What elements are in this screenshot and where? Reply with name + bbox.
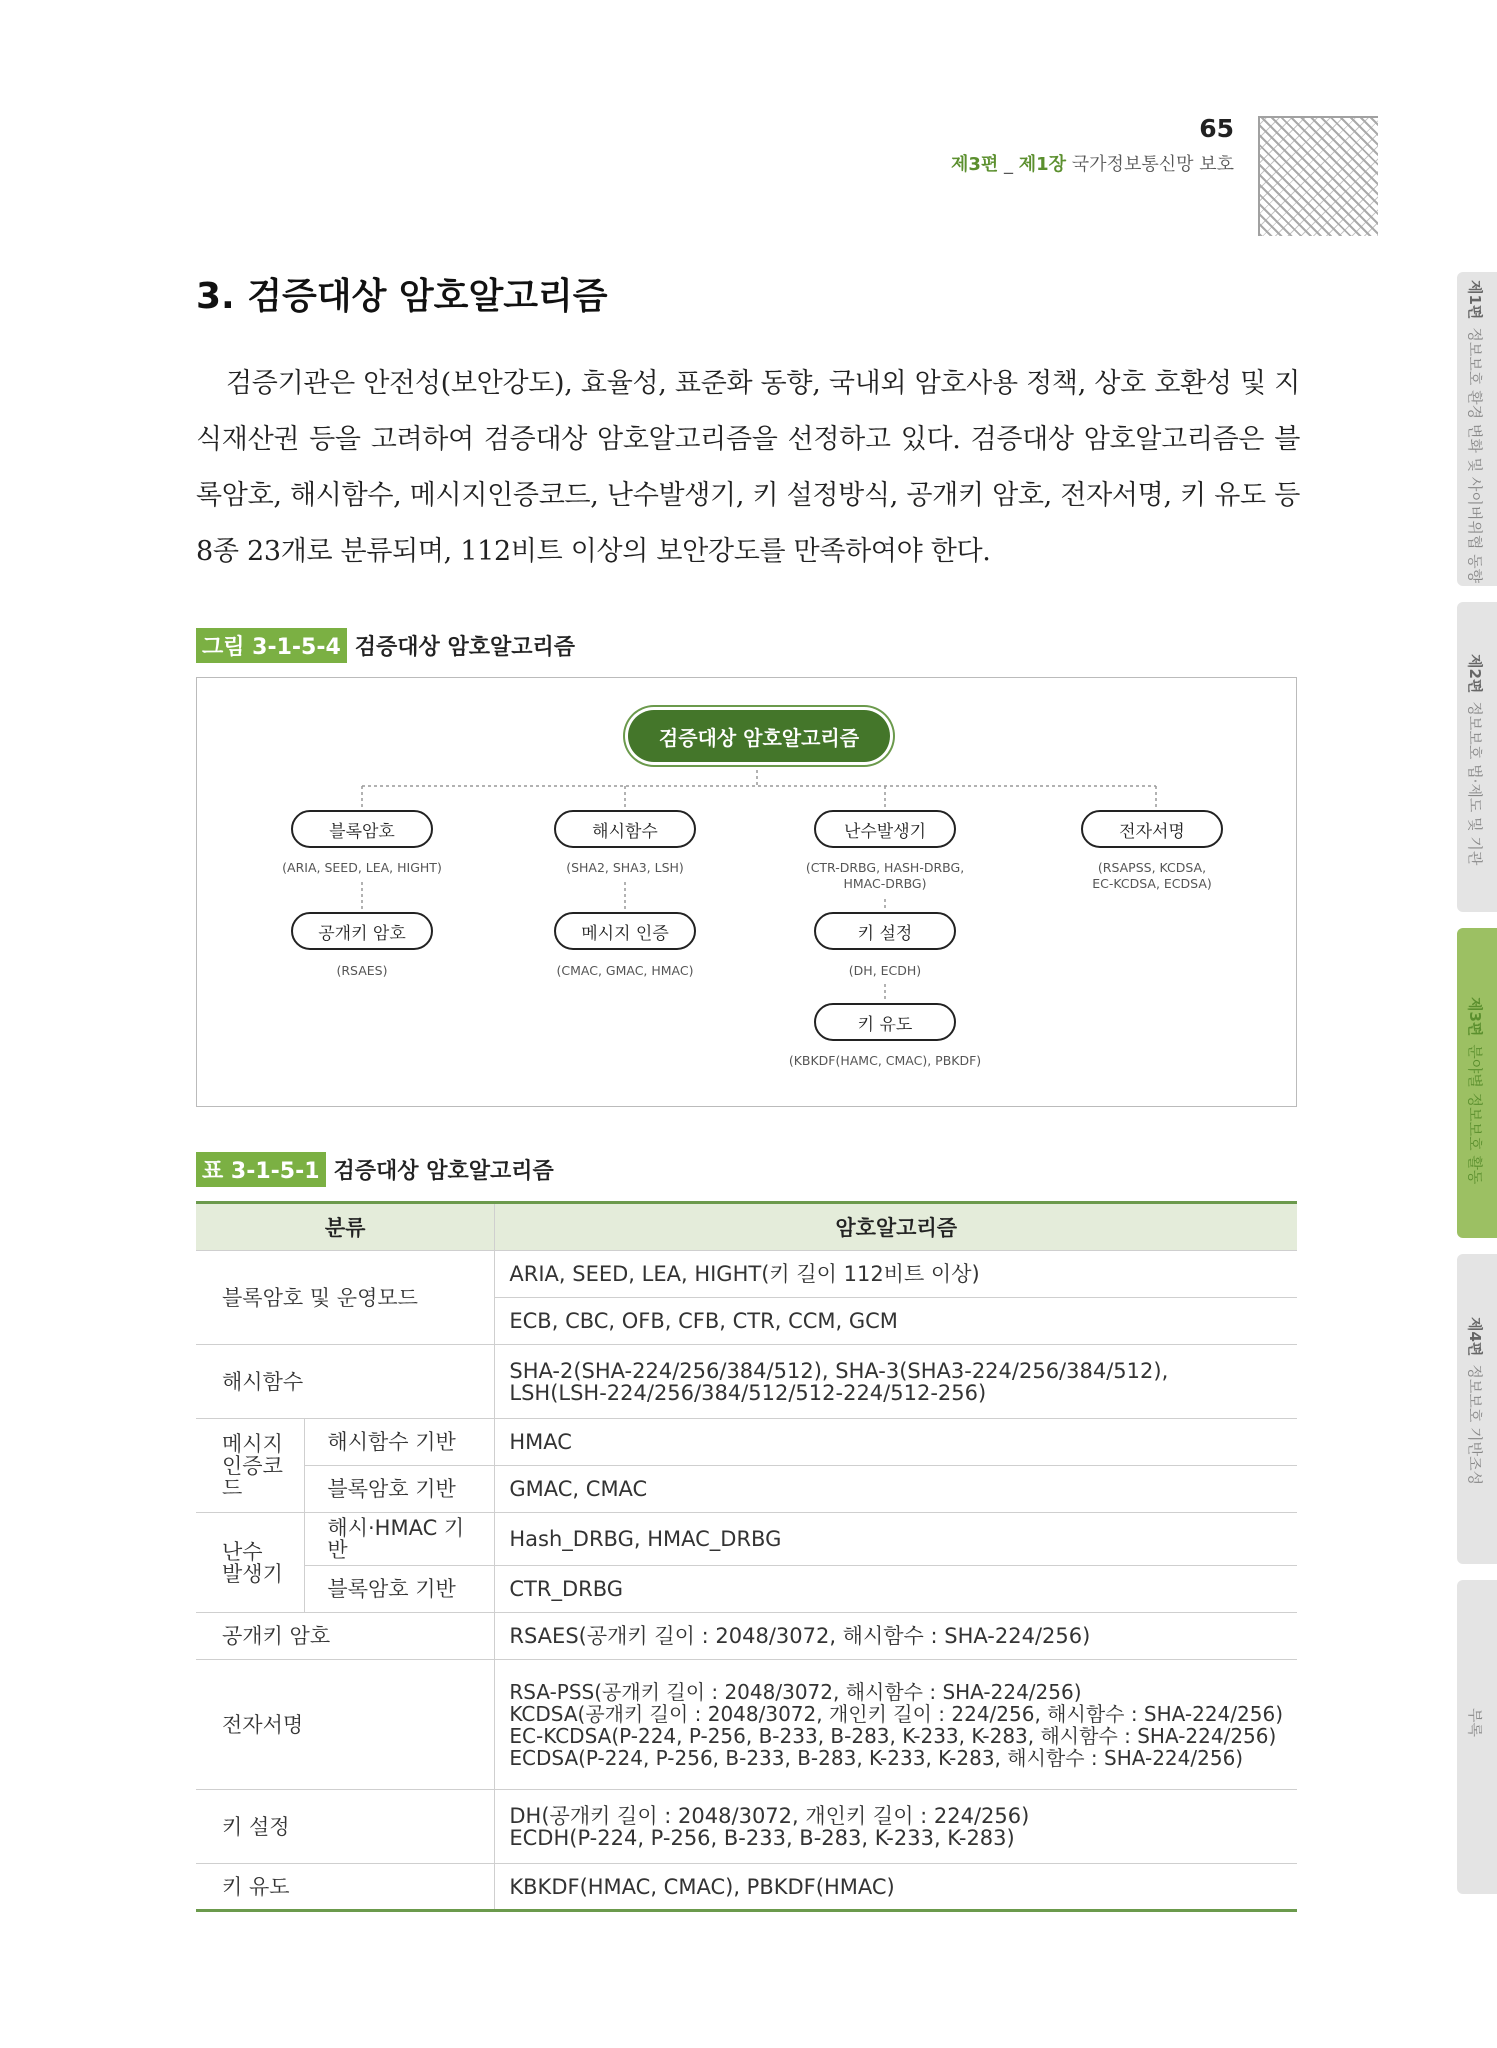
diagram-node-hash: 해시함수 [554, 810, 696, 848]
running-head-part: 제3편 [950, 154, 999, 175]
cell-block-algos: ARIA, SEED, LEA, HIGHT(키 길이 112비트 이상) [495, 1251, 1297, 1298]
cell-rng-val2: CTR_DRBG [495, 1566, 1297, 1613]
diagram-node-kdf: 키 유도 [814, 1003, 956, 1041]
diagram-node-rng: 난수발생기 [814, 810, 956, 848]
cell-category-hash: 해시함수 [196, 1345, 495, 1419]
table-row [196, 1251, 1297, 1298]
cell-category-public-key: 공개키 암호 [196, 1613, 495, 1660]
running-head-chapter-title: 국가정보통신망 보호 [1066, 154, 1234, 175]
diagram-sub-rng: (CTR-DRBG, HASH-DRBG, HMAC-DRBG) [805, 860, 965, 891]
figure-caption-text: 검증대상 암호알고리즘 [354, 635, 575, 660]
page-number: 65 [1199, 114, 1234, 143]
diagram-sub-mac: (CMAC, GMAC, HMAC) [556, 963, 694, 978]
section-paragraph: 검증기관은 안전성(보안강도), 효율성, 표준화 동향, 국내외 암호사용 정책, 상호 호환성 및 지식재산권 등을 고려하여 검증대상 암호알고리즘을 선정하고 있다. 검증대상 암호알고리즘은 블록암호, 해시함수, 메시지인증코드, 난수발생기, 키 설정방식, 공개키 암호, 전자서명, 키 유도 등 8종 23개로 분류되며, 112비트 이상의 보안강도를 만족하여야 한다. [196, 368, 1300, 567]
side-tab-part1-label: 제1편 정보보호 환경 변화 및 사이버위협 동향 [1466, 280, 1485, 584]
cell-mac-sub1: 해시함수 기반 [305, 1419, 495, 1466]
cell-rng-sub1: 해시·HMAC 기반 [305, 1513, 495, 1566]
header-algorithm: 암호알고리즘 [495, 1203, 1297, 1251]
algorithm-table [196, 1201, 1297, 1912]
cell-hash-algos: SHA-2(SHA-224/256/384/512), SHA-3(SHA3-224/256/384/512), LSH(LSH-224/256/384/512/512-224/512-256) [495, 1345, 1297, 1419]
table-row [196, 1513, 1297, 1566]
figure-caption [196, 628, 575, 663]
cell-category-kdf: 키 유도 [196, 1864, 495, 1911]
cell-kdf-algos: KBKDF(HMAC, CMAC), PBKDF(HMAC) [495, 1864, 1297, 1911]
diagram-node-block-cipher: 블록암호 [291, 810, 433, 848]
cell-public-key-algos: RSAES(공개키 길이 : 2048/3072, 해시함수 : SHA-224/256) [495, 1613, 1297, 1660]
qr-code-icon [1258, 116, 1378, 236]
diagram-sub-key-establishment: (DH, ECDH) [848, 963, 922, 978]
cell-block-modes: ECB, CBC, OFB, CFB, CTR, CCM, GCM [495, 1298, 1297, 1345]
table-caption-text: 검증대상 암호알고리즘 [333, 1159, 554, 1184]
table-row [196, 1864, 1297, 1911]
diagram-sub-public-key: (RSAES) [336, 963, 388, 978]
table-tag: 표 3-1-5-1 [196, 1152, 326, 1187]
table-row [196, 1566, 1297, 1613]
table-row [196, 1790, 1297, 1864]
cell-category-signature: 전자서명 [196, 1660, 495, 1790]
diagram-node-signature: 전자서명 [1081, 810, 1223, 848]
table-row [196, 1466, 1297, 1513]
diagram-sub-kdf: (KBKDF(HAMC, CMAC), PBKDF) [788, 1053, 982, 1068]
table-row [196, 1660, 1297, 1790]
diagram-sub-signature: (RSAPSS, KCDSA, EC-KCDSA, ECDSA) [1092, 860, 1212, 891]
side-tab-part4-label: 제4편 정보보호 기반조성 [1466, 1317, 1485, 1486]
cell-rng-val1: Hash_DRBG, HMAC_DRBG [495, 1513, 1297, 1566]
cell-key-establishment-algos: DH(공개키 길이 : 2048/3072, 개인키 길이 : 224/256) ECDH(P-224, P-256, B-233, B-283, K-233, K-283) [495, 1790, 1297, 1864]
section-title: 3. 검증대상 암호알고리즘 [196, 276, 608, 317]
cell-category-rng: 난수 발생기 [196, 1513, 305, 1613]
cell-category-mac: 메시지 인증코드 [196, 1419, 305, 1513]
diagram-sub-block-cipher: (ARIA, SEED, LEA, HIGHT) [282, 860, 442, 875]
cell-category-block: 블록암호 및 운영모드 [196, 1251, 495, 1345]
header-category: 분류 [196, 1203, 495, 1251]
diagram-sub-hash: (SHA2, SHA3, LSH) [566, 860, 684, 875]
side-tab-part2-label: 제2편 정보보호 법·제도 및 기관 [1466, 654, 1485, 866]
diagram-node-key-establishment: 키 설정 [814, 912, 956, 950]
cell-signature-algos: RSA-PSS(공개키 길이 : 2048/3072, 해시함수 : SHA-224/256) KCDSA(공개키 길이 : 2048/3072, 개인키 길이 : 224/256, 해시함수 : SHA-224/256) EC-KCDSA(P-224, P-256, B-233, B-283, K-233, K-283, 해시함수 : SHA-224/256) ECDSA(P-224, P-256, B-233, B-283, K-233, K-283, 해시함수 : SHA-224/256) [495, 1660, 1297, 1790]
side-tab-part3-label: 제3편 분야별 정보보호 활동 [1466, 997, 1485, 1185]
table-row [196, 1345, 1297, 1419]
running-head [951, 150, 1234, 176]
side-tab-appendix-label: 부록 [1466, 1708, 1485, 1737]
cell-mac-sub2: 블록암호 기반 [305, 1466, 495, 1513]
running-head-divider: _ [998, 154, 1019, 175]
cell-mac-val2: GMAC, CMAC [495, 1466, 1297, 1513]
diagram-node-mac: 메시지 인증 [554, 912, 696, 950]
cell-mac-val1: HMAC [495, 1419, 1297, 1466]
figure-tag: 그림 3-1-5-4 [196, 628, 347, 663]
diagram-node-public-key: 공개키 암호 [291, 912, 433, 950]
table-row [196, 1419, 1297, 1466]
cell-rng-sub2: 블록암호 기반 [305, 1566, 495, 1613]
running-head-chapter: 제1장 [1018, 154, 1067, 175]
table-caption [196, 1152, 554, 1187]
diagram-root: 검증대상 암호알고리즘 [628, 710, 890, 762]
table-row [196, 1613, 1297, 1660]
cell-category-key-establishment: 키 설정 [196, 1790, 495, 1864]
table-header-row [196, 1203, 1297, 1251]
